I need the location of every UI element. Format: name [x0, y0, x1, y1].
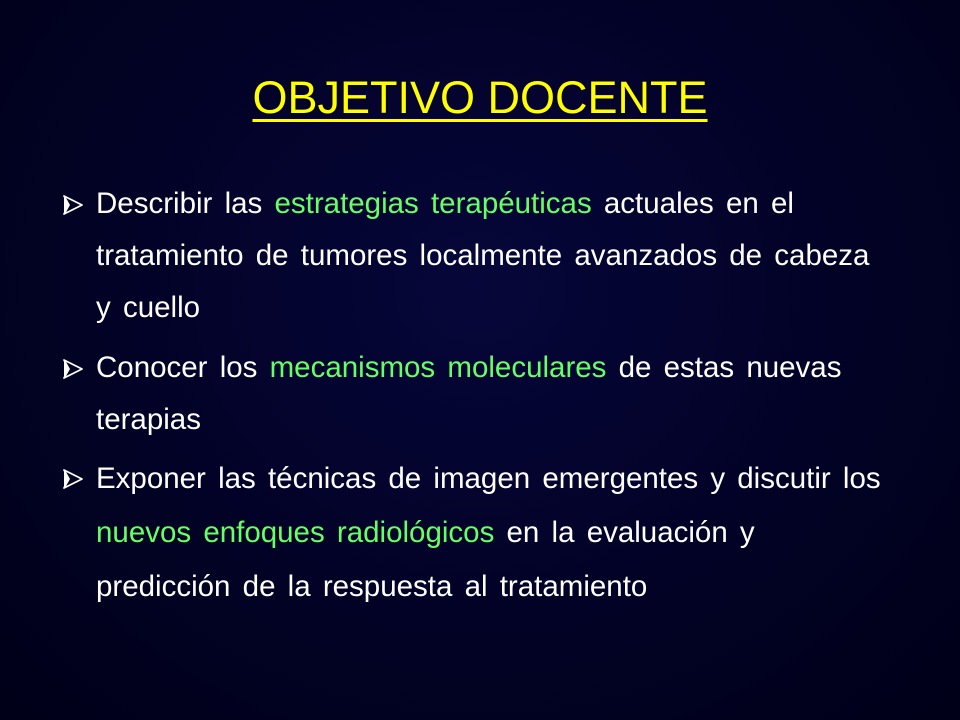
bullet-item-1: [62, 178, 882, 334]
bullet-text: Describir las: [96, 187, 275, 220]
bullet-highlight: nuevos enfoques radiológicos: [96, 516, 495, 549]
bullet-item-3: [62, 452, 882, 614]
bullet-item-2: [62, 342, 882, 446]
bullet-text: Exponer las técnicas de imagen emergentes y discutir los: [96, 462, 881, 495]
arrowhead-bullet-icon: [62, 468, 84, 490]
slide-title: OBJETIVO DOCENTE: [252, 72, 708, 123]
bullet-text: actuales en el tratamiento de tumores localmente avanzados de cabeza y cuello: [96, 187, 870, 324]
bullet-text: en la evaluación y predicción de la respuesta al tratamiento: [96, 516, 755, 603]
bullet-text: Conocer los: [96, 351, 270, 384]
bullet-highlight: estrategias terapéuticas: [274, 187, 592, 220]
arrowhead-bullet-icon: [62, 358, 84, 380]
bullet-text: de estas nuevas terapias: [96, 351, 842, 436]
bullet-highlight: mecanismos moleculares: [269, 351, 607, 384]
bullet-list: [62, 178, 882, 622]
arrowhead-bullet-icon: [62, 194, 84, 216]
